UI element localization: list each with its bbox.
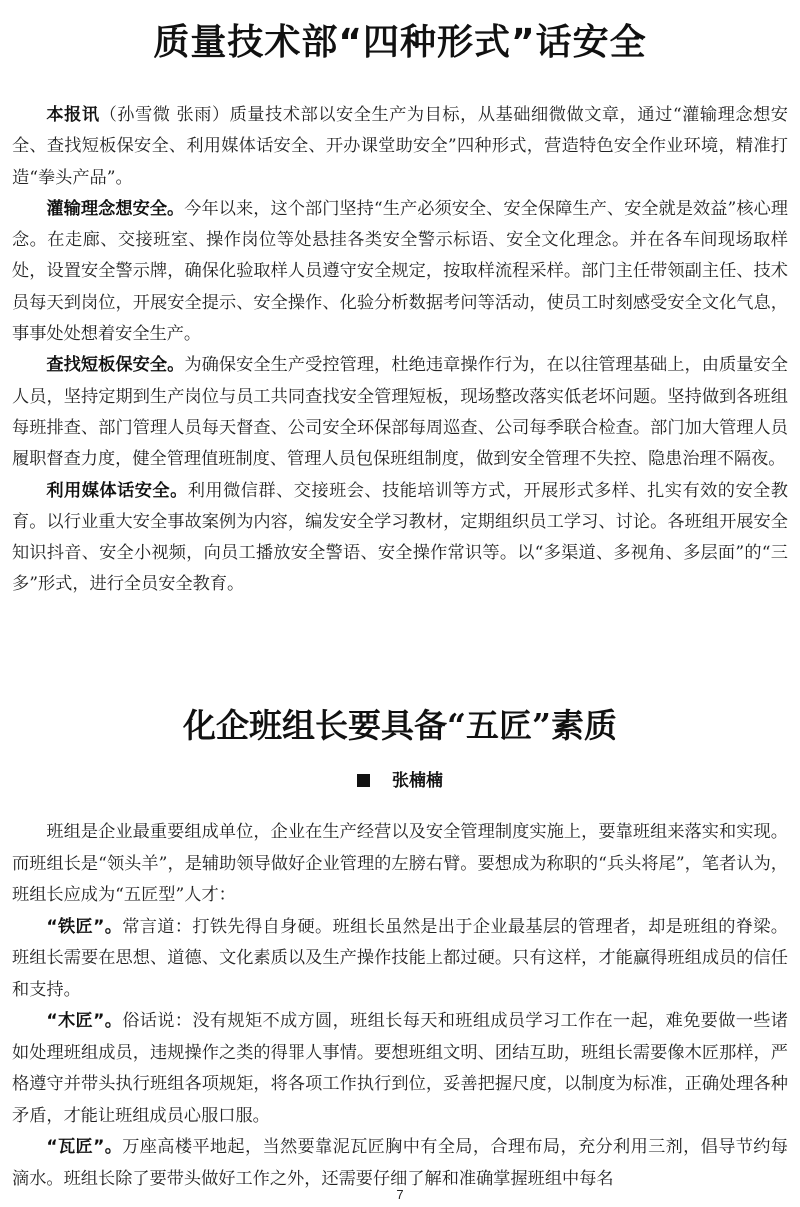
- paragraph-text: 班组是企业最重要组成单位，企业在生产经营以及安全管理制度实施上，要靠班组来落实和实现。而班组长是“领头羊”，是辅助领导做好企业管理的左膀右臂。要想成为称职的“兵头将尾”，笔者认为，班组长应成为“五匠型”人才：: [12, 822, 788, 905]
- article-body: [12, 100, 788, 601]
- paragraph: [12, 350, 788, 475]
- section-subhead: 灌输理念想安全。: [46, 198, 185, 219]
- square-bullet-icon: [357, 774, 370, 787]
- paragraph: [12, 1132, 788, 1195]
- author-name: 张楠楠: [392, 771, 443, 791]
- section-subhead: “铁匠”。: [46, 916, 123, 937]
- section-subhead: “木匠”。: [46, 1011, 123, 1031]
- article-title: 质量技术部“四种形式”话安全: [153, 22, 647, 63]
- paragraph-text: 利用微信群、交接班会、技能培训等方式，开展形式多样、扎实有效的安全教育。以行业重大安全事故案例为内容，编发安全学习教材，定期组织员工学习、讨论。各班组开展安全知识抖音、安全小视频，向员工播放安全警语、安全操作常识等。以“多渠道、多视角、多层面”的“三多”形式，进行全员安全教育。: [12, 480, 788, 595]
- paragraph-text: 为确保安全生产受控管理，杜绝违章操作行为，在以往管理基础上，由质量安全人员，坚持定期到生产岗位与员工共同查找安全管理短板，现场整改落实低老坏问题。坚持做到各班组每班排查、部门管理人员每天督查、公司安全环保部每周巡查、公司每季联合检查。部门加大管理人员履职督查力度，健全管理值班制度、管理人员包保班组制度，做到安全管理不失控、隐患治理不隔夜。: [12, 355, 788, 470]
- paragraph: [12, 912, 788, 1007]
- paragraph: [12, 476, 788, 601]
- article-body: [12, 817, 788, 1195]
- section-subhead: 利用媒体话安全。: [46, 480, 188, 501]
- dateline-lead: 本报讯: [46, 105, 100, 125]
- byline: [0, 766, 800, 791]
- article-title: 化企班组长要具备“五匠”素质: [183, 706, 617, 745]
- paragraph-text: 万座高楼平地起，当然要靠泥瓦匠胸中有全局，合理布局，充分利用三剂，倡导节约每滴水。班组长除了要带头做好工作之外，还需要仔细了解和准确掌握班组中每名: [12, 1137, 788, 1189]
- paragraph: [12, 100, 788, 194]
- paragraph: [12, 194, 788, 350]
- page-number: 7: [396, 1187, 404, 1202]
- paragraph-text: 今年以来，这个部门坚持“生产必须安全、安全保障生产、安全就是效益”核心理念。在走廊、交接班室、操作岗位等处悬挂各类安全警示标语、安全文化理念。并在各车间现场取样处，设置安全警示牌，确保化验取样人员遵守安全规定，按取样流程采样。部门主任带领副主任、技术员每天到岗位，开展安全提示、安全操作、化验分析数据考问等活动，使员工时刻感受安全文化气息，事事处处想着安全生产。: [12, 198, 788, 345]
- section-subhead: “瓦匠”。: [46, 1137, 123, 1157]
- paragraph-text: （孙雪微 张雨）质量技术部以安全生产为目标，从基础细微做文章，通过“灌输理念想安全、查找短板保安全、利用媒体话安全、开办课堂助安全”四种形式，营造特色安全作业环境，精准打造“拳头产品”。: [12, 105, 788, 188]
- paragraph: [12, 817, 788, 912]
- paragraph: [12, 1006, 788, 1132]
- section-subhead: 查找短板保安全。: [46, 355, 185, 376]
- paragraph-text: 常言道：打铁先得自身硬。班组长虽然是出于企业最基层的管理者，却是班组的脊梁。班组长需要在思想、道德、文化素质以及生产操作技能上都过硬。只有这样，才能赢得班组成员的信任和支持。: [12, 916, 788, 1000]
- paragraph-text: 俗话说：没有规矩不成方圆，班组长每天和班组成员学习工作在一起，难免要做一些诸如处理班组成员，违规操作之类的得罪人事情。要想班组文明、团结互助，班组长需要像木匠那样，严格遵守并带头执行班组各项规矩，将各项工作执行到位，妥善把握尺度，以制度为标准，正确处理各种矛盾，才能让班组成员心服口服。: [12, 1011, 788, 1126]
